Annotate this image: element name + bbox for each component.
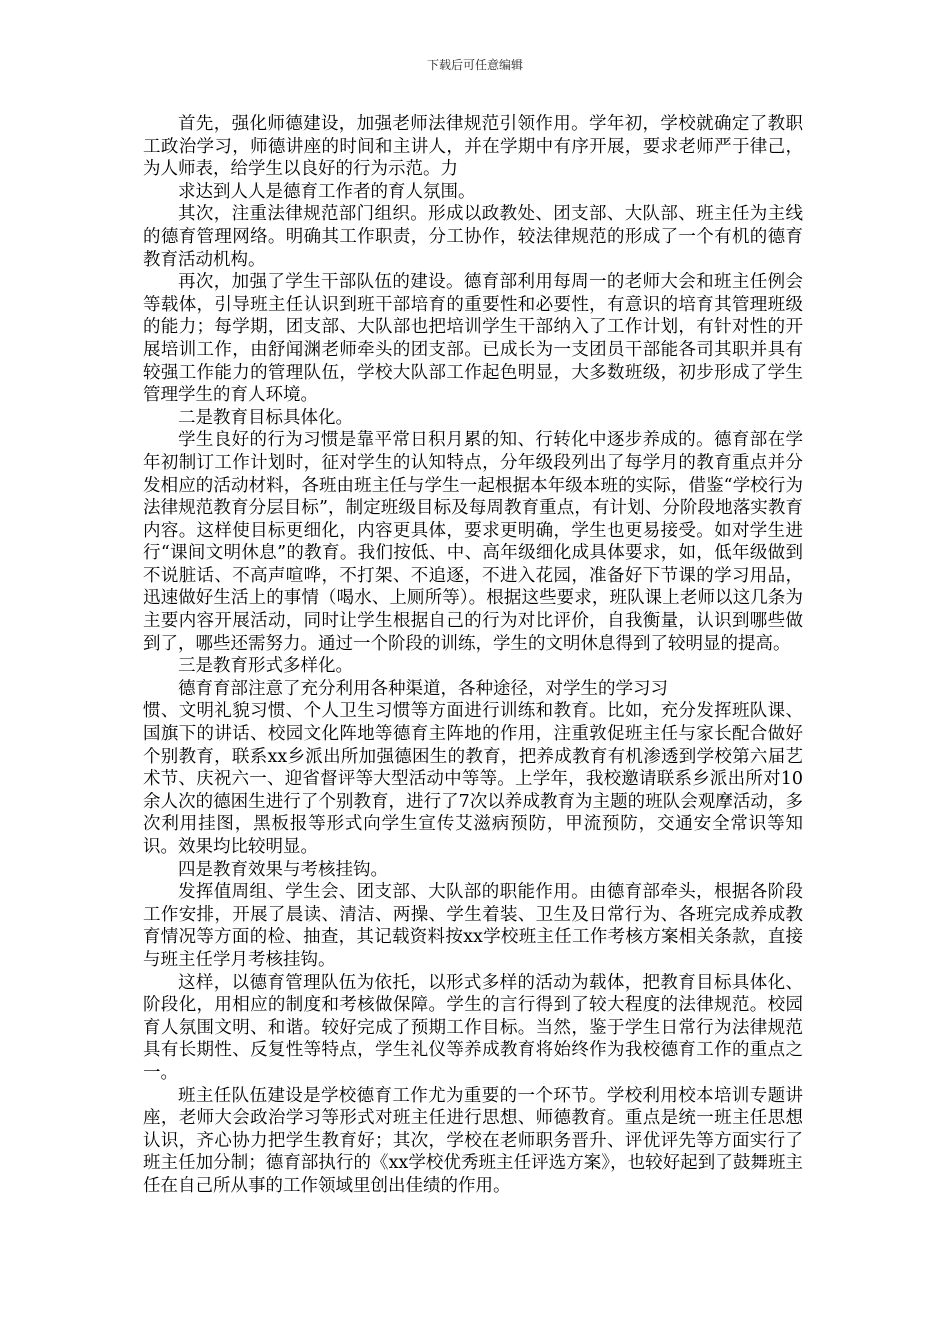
paragraph: 三是教育形式多样化。	[178, 656, 353, 677]
paragraph: 其次，注重法律规范部门组织。形成以政教处、团支部、大队部、班主任为主线的德育管理网络。明确其工作职责，分工协作，较法律规范的形成了一个有机的德育教育活动机构。	[143, 204, 803, 270]
paragraph: 四是教育效果与考核挂钩。	[178, 859, 388, 880]
document-body	[143, 113, 803, 1198]
paragraph: 发挥值周组、学生会、团支部、大队部的职能作用。由德育部牵头，根据各阶段工作安排，开展了晨读、清洁、两操、学生着装、卫生及日常行为、各班完成养成教育情况等方面的检、抽查，其记载资料按xx学校班主任工作考核方案相关条款，直接与班主任学月考核挂钩。	[143, 882, 803, 970]
paragraph: 学生良好的行为习惯是靠平常日积月累的知、行转化中逐步养成的。德育部在学年初制订工作计划时，征对学生的认知特点，分年级段列出了每学月的教育重点并分发相应的活动材料，各班由班主任与学生一起根据本年级本班的实际，借鉴“学校行为法律规范教育分层目标”，制定班级目标及每周教育重点，有计划、分阶段地落实教育内容。这样使目标更细化，内容更具体，要求更明确，学生也更易接受。如对学生进行“课间文明休息”的教育。我们按低、中、高年级细化成具体要求，如，低年级做到不说脏话、不高声喧哗，不打架、不追逐，不进入花园，准备好下节课的学习用品，迅速做好生活上的事情（喝水、上厕所等）。根据这些要求，班队课上老师以这几条为主要内容开展活动，同时让学生根据自己的行为对比评价，自我衡量，认识到哪些做到了，哪些还需努力。通过一个阶段的训练，学生的文明休息得到了较明显的提高。	[143, 430, 803, 654]
paragraph: 首先，强化师德建设，加强老师法律规范引领作用。学年初，学校就确定了教职工政治学习，师德讲座的时间和主讲人，并在学期中有序开展，要求老师严于律己，为人师表，给学生以良好的行为示范。力	[143, 114, 803, 180]
paragraph: 惯、文明礼貌习惯、个人卫生习惯等方面进行训练和教育。比如，充分发挥班队课、国旗下的讲话、校园文化阵地等德育主阵地的作用，注重敦促班主任与家长配合做好个别教育，联系xx乡派出所加强德困生的教育，把养成教育有机渗透到学校第六届艺术节、庆祝六一、迎省督评等大型活动中等等。上学年，我校邀请联系乡派出所对10余人次的德困生进行了个别教育，进行了7次以养成教育为主题的班队会观摩活动，多次利用挂图，黑板报等形式向学生宣传艾滋病预防，甲流预防，交通安全常识等知识。效果均比较明显。	[143, 701, 803, 857]
paragraph: 二是教育目标具体化。	[178, 407, 353, 428]
paragraph: 再次，加强了学生干部队伍的建设。德育部利用每周一的老师大会和班主任例会等载体，引导班主任认识到班干部培育的重要性和必要性，有意识的培育其管理班级的能力；每学期，团支部、大队部也把培训学生干部纳入了工作计划，有针对性的开展培训工作，由舒闻渊老师牵头的团支部。已成长为一支团员干部能各司其职并具有较强工作能力的管理队伍，学校大队部工作起色明显，大多数班级，初步形成了学生管理学生的育人环境。	[143, 272, 803, 406]
page-header: 下载后可任意编辑	[426, 58, 523, 72]
paragraph: 这样，以德育管理队伍为依托，以形式多样的活动为载体，把教育目标具体化、阶段化，用相应的制度和考核做保障。学生的言行得到了较大程度的法律规范。校园育人氛围文明、和谐。较好完成了预期工作目标。当然，鉴于学生日常行为法律规范具有长期性、反复性等特点，学生礼仪等养成教育将始终作为我校德育工作的重点之一。	[143, 972, 803, 1083]
paragraph: 求达到人人是德育工作者的育人氛围。	[178, 181, 476, 202]
paragraph: 德育育部注意了充分利用各种渠道，各种途径，对学生的学习习	[178, 678, 668, 699]
paragraph: 班主任队伍建设是学校德育工作尤为重要的一个环节。学校利用校本培训专题讲座，老师大会政治学习等形式对班主任进行思想、师德教育。重点是统一班主任思想认识，齐心协力把学生教育好；其次，学校在老师职务晋升、评优评先等方面实行了班主任加分制；德育部执行的《xx学校优秀班主任评选方案》，也较好起到了鼓舞班主任在自己所从事的工作领域里创出佳绩的作用。	[143, 1085, 803, 1196]
